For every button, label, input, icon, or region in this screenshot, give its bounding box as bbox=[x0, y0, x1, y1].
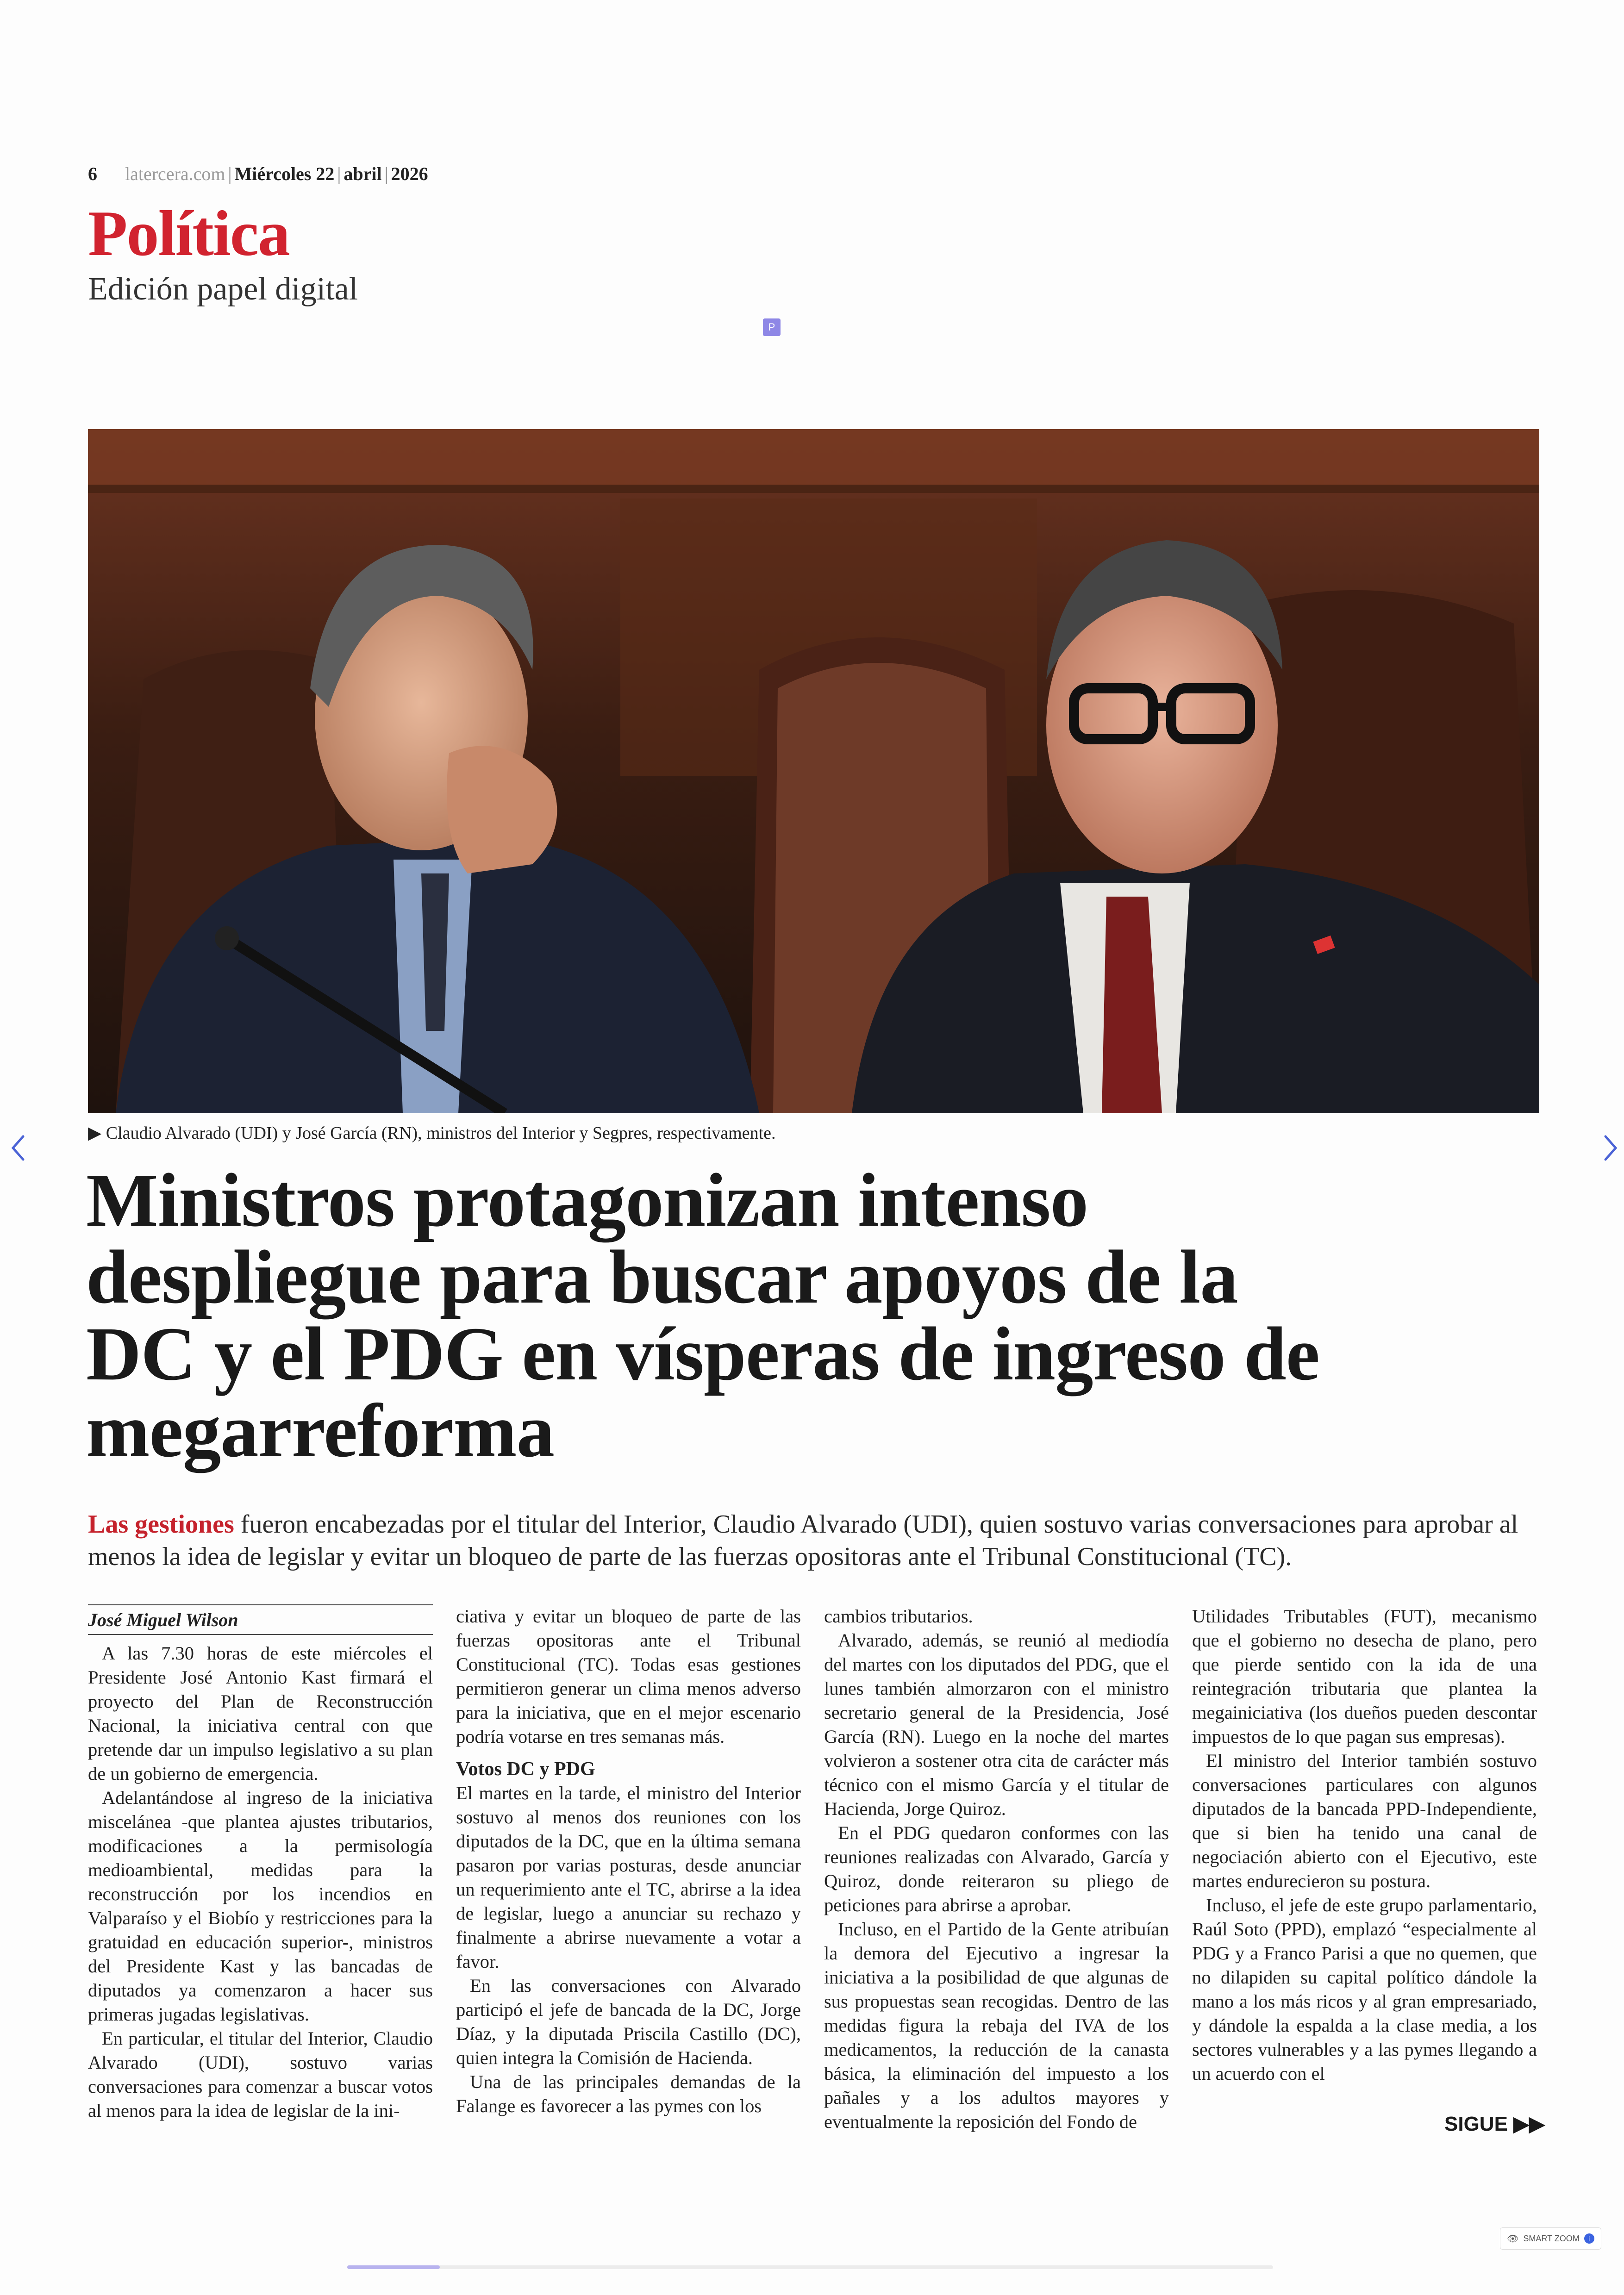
page-scrollbar-thumb[interactable] bbox=[347, 2265, 440, 2269]
lead-kicker: Las gestiones bbox=[88, 1510, 234, 1539]
header-day: Miércoles 22 bbox=[234, 163, 335, 184]
header-year: 2026 bbox=[391, 163, 428, 184]
page-number: 6 bbox=[88, 163, 97, 184]
paragraph: Incluso, el jefe de este grupo parlamentario, Raúl Soto (PPD), emplazó “especialmente al PDG y a Franco Parisi a que no quemen, que no dilapiden su capital político dándole la mano a los más ricos y al gran empresariado, y dándole la espalda a la clase media, a los sectores vulnerables y a las pymes llegando a un acuerdo con el bbox=[1192, 1895, 1537, 2084]
page-scrollbar-track[interactable] bbox=[347, 2265, 1273, 2269]
smart-zoom-button[interactable] bbox=[1500, 2227, 1601, 2250]
paragraph: ciativa y evitar un bloqueo de parte de las fuerzas opositoras ante el Tribunal Constitucional (TC). Todas esas gestiones permitieron generar un clima menos adverso para la iniciativa, que en el mejor escenario podría votarse en tres semanas más. bbox=[456, 1606, 801, 1747]
chevron-right-icon bbox=[1596, 1127, 1624, 1169]
chevron-left-icon bbox=[5, 1127, 32, 1169]
paragraph: Incluso, en el Partido de la Gente atribuían la demora del Ejecutivo a ingresar la iniciativa a la posibilidad de que algunas de sus propuestas sean recogidas. Dentro de las medidas figura la rebaja del IVA de los medicamentos, la reducción de la canasta básica, la eliminación del impuesto a los pañales y a los adultos mayores y eventualmente la reposición del Fondo de bbox=[824, 1919, 1169, 2132]
paragraph: El martes en la tarde, el ministro del Interior sostuvo al menos dos reuniones con los diputados de la DC, que en la última semana pasaron por varias posturas, desde anunciar un requerimiento ante el TC, abrirse a la idea de legislar, luego a anunciar su rechazo y finalmente a abrirse nuevamente a votar a favor. bbox=[456, 1783, 801, 1972]
eye-icon: 👁 bbox=[1507, 2233, 1519, 2244]
paragraph: En particular, el titular del Interior, Claudio Alvarado (UDI), sostuvo varias conversaciones para comenzar a buscar votos al menos para la idea de legislar de la ini- bbox=[88, 2028, 433, 2121]
continues-link[interactable]: SIGUE ▶▶ bbox=[1444, 2113, 1545, 2135]
byline: José Miguel Wilson bbox=[88, 1604, 433, 1635]
header-month: abril bbox=[344, 163, 382, 184]
article-lead bbox=[88, 1508, 1532, 1573]
info-icon: i bbox=[1584, 2233, 1594, 2244]
section-title: Política bbox=[88, 198, 289, 269]
previous-page-button[interactable] bbox=[5, 1127, 32, 1169]
subheading: Votos DC y PDG bbox=[456, 1759, 595, 1780]
article-headline: Ministros protagonizan intenso despliegue para buscar apoyos de la DC y el PDG en vísperas de ingreso de megarreforma bbox=[86, 1158, 1319, 1473]
photo-caption: ▶ Claudio Alvarado (UDI) y José García (RN), ministros del Interior y Segpres, respectivamente. bbox=[88, 1123, 776, 1143]
article-column-3 bbox=[824, 1604, 1169, 2134]
article-column-1 bbox=[88, 1604, 433, 2123]
smart-zoom-label: SMART ZOOM bbox=[1523, 2233, 1580, 2243]
article-photo bbox=[88, 429, 1539, 1113]
paragraph: Adelantándose al ingreso de la iniciativa miscelánea -que plantea ajustes tributarios, modificaciones a la permisología medioambiental, medidas para la reconstrucción por los incendios en Valparaíso y el Biobío y restricciones para la gratuidad en educación superior-, ministros del Presidente Kast y las bancadas de diputados ya comenzaron a hacer sus primeras jugadas legislativas. bbox=[88, 1787, 433, 2025]
article-column-2 bbox=[456, 1604, 801, 2118]
page-header-line: 6 latercera.com | Miércoles 22 | abril | 2026 bbox=[88, 163, 428, 184]
page-marker-icon[interactable]: P bbox=[763, 318, 781, 336]
photo-caption-text: Claudio Alvarado (UDI) y José García (RN), ministros del Interior y Segpres, respectivamente. bbox=[106, 1123, 776, 1143]
paragraph: Una de las principales demandas de la Falange es favorecer a las pymes con los bbox=[456, 2071, 801, 2116]
article-column-4 bbox=[1192, 1604, 1537, 2086]
site-name: latercera.com bbox=[125, 163, 225, 184]
next-page-button[interactable] bbox=[1596, 1127, 1624, 1169]
paragraph: A las 7.30 horas de este miércoles el Presidente José Antonio Kast firmará el proyecto del Plan de Reconstrucción Nacional, la iniciativa central con que pretende dar un impulso legislativo a su plan de un gobierno de emergencia. bbox=[88, 1643, 433, 1784]
paragraph: Alvarado, además, se reunió al mediodía del martes con los diputados del PDG, que el lunes también almorzaron con el ministro secretario general de la Presidencia, José García (RN). Luego en la noche del martes volvieron a sostener otra cita de carácter más técnico con el mismo García y el titular de Hacienda, Jorge Quiroz. bbox=[824, 1630, 1169, 1819]
edition-label: Edición papel digital bbox=[88, 271, 358, 307]
paragraph: El ministro del Interior también sostuvo conversaciones particulares con algunos diputados de la bancada PPD-Independiente, que si bien ha tenido una canal de negociación abierto con el Ejecutivo, este martes endurecieron su postura. bbox=[1192, 1750, 1537, 1891]
paragraph: cambios tributarios. bbox=[824, 1606, 973, 1627]
lead-text: fueron encabezadas por el titular del Interior, Claudio Alvarado (UDI), quien sostuvo varias conversaciones para aprobar al menos la idea de legislar y evitar un bloqueo de parte de las fuerzas opositoras ante el Tribunal Constitucional (TC). bbox=[88, 1510, 1518, 1571]
paragraph: En las conversaciones con Alvarado participó el jefe de bancada de la DC, Jorge Díaz, y la diputada Priscila Castillo (DC), quien integra la Comisión de Hacienda. bbox=[456, 1975, 801, 2068]
paragraph: En el PDG quedaron conformes con las reuniones realizadas con Alvarado, García y Quiroz, donde reiteraron su pliego de peticiones para abrirse a aprobar. bbox=[824, 1822, 1169, 1915]
paragraph: Utilidades Tributables (FUT), mecanismo que el gobierno no desecha de plano, pero que pierde sentido con la ida de una reintegración tributaria que plantea la megainiciativa (los dueños pueden descontar impuestos de lo que pagan sus empresas). bbox=[1192, 1606, 1537, 1747]
